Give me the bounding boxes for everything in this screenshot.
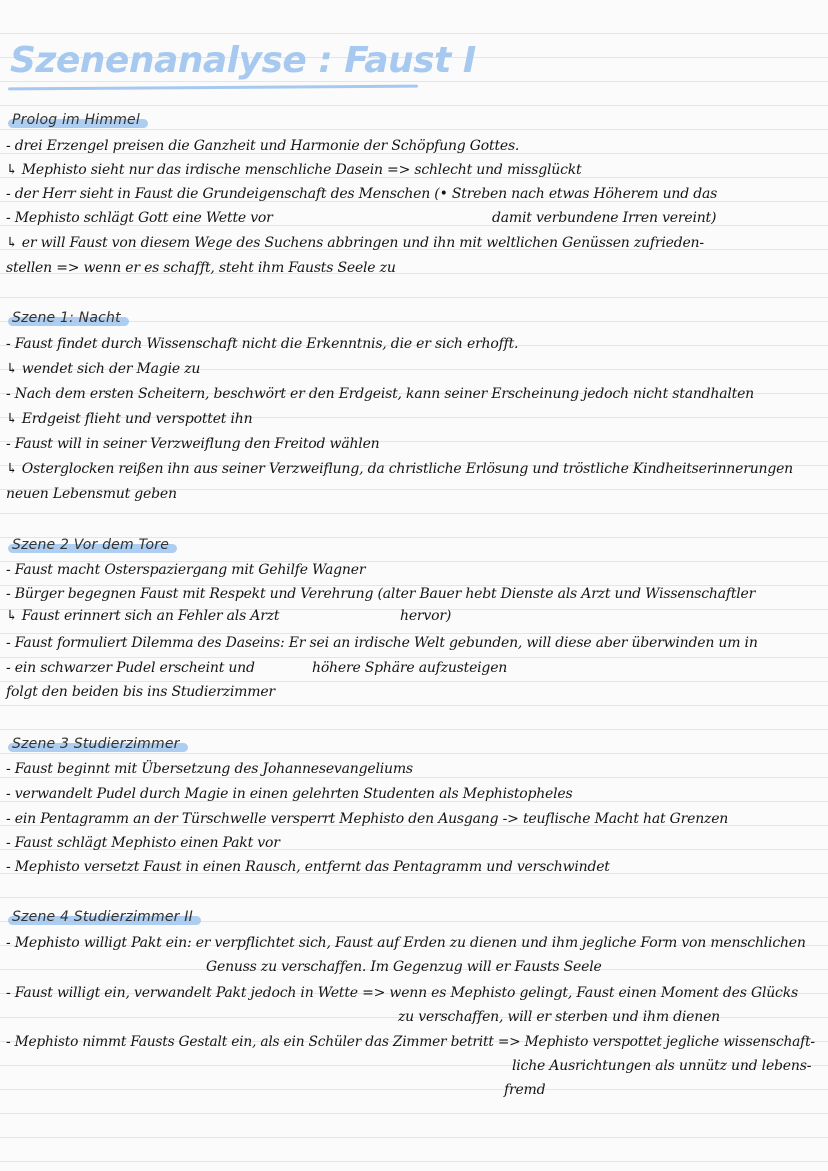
note-line: - verwandelt Pudel durch Magie in einen gelehrten Studenten als Mephistopheles <box>6 786 573 802</box>
note-line: ↳ Osterglocken reißen ihn aus seiner Verzweiflung, da christliche Erlösung und tröstliche Kindheitserinnerungen <box>6 461 793 477</box>
note-line: - der Herr sieht in Faust die Grundeigenschaft des Menschen (• Streben nach etwas Höherem und das <box>6 186 718 202</box>
note-line: - Faust willigt ein, verwandelt Pakt jedoch in Wette => wenn es Mephisto gelingt, Faust einen Moment des Glücks <box>6 985 798 1001</box>
note-line: - Mephisto schlägt Gott eine Wette vor <box>6 210 273 226</box>
note-line: ↳ Faust erinnert sich an Fehler als Arzt <box>6 608 280 624</box>
note-line: - Bürger begegnen Faust mit Respekt und Verehrung (alter Bauer hebt Dienste als Arzt und Wissenschaftler <box>6 586 756 602</box>
section-heading-nacht: Szene 1: Nacht <box>8 310 129 326</box>
note-line: neuen Lebensmut geben <box>6 486 177 502</box>
section-heading-prolog: Prolog im Himmel <box>8 112 148 128</box>
note-line: Genuss zu verschaffen. Im Gegenzug will er Fausts Seele <box>206 959 602 975</box>
note-line: - Faust will in seiner Verzweiflung den Freitod wählen <box>6 436 380 452</box>
section-heading-vor-dem-tore: Szene 2 Vor dem Tore <box>8 537 177 553</box>
note-line: - Faust findet durch Wissenschaft nicht die Erkenntnis, die er sich erhofft. <box>6 336 519 352</box>
section-heading-studierzimmer-ii: Szene 4 Studierzimmer II <box>8 909 201 925</box>
note-line: ↳ er will Faust von diesem Wege des Suchens abbringen und ihn mit weltlichen Genüssen zufrieden- <box>6 235 704 251</box>
note-line: - Mephisto versetzt Faust in einen Rausch, entfernt das Pentagramm und verschwindet <box>6 859 610 875</box>
note-line: - ein schwarzer Pudel erscheint und <box>6 660 255 676</box>
note-line: ↳ Erdgeist flieht und verspottet ihn <box>6 411 253 427</box>
page-title: Szenenanalyse : Faust I <box>10 40 476 81</box>
note-line: zu verschaffen, will er sterben und ihm dienen <box>398 1009 720 1025</box>
note-line: ↳ wendet sich der Magie zu <box>6 361 201 377</box>
note-line: - Faust macht Osterspaziergang mit Gehilfe Wagner <box>6 562 366 578</box>
note-line: damit verbundene Irren vereint) <box>492 210 717 226</box>
note-line: - ein Pentagramm an der Türschwelle versperrt Mephisto den Ausgang -> teuflische Macht hat Grenzen <box>6 811 729 827</box>
note-line: folgt den beiden bis ins Studierzimmer <box>6 684 275 700</box>
note-line: - Mephisto nimmt Fausts Gestalt ein, als ein Schüler das Zimmer betritt => Mephisto verspottet jegliche wissenschaft- <box>6 1034 815 1050</box>
note-line: - Faust beginnt mit Übersetzung des Johannesevangeliums <box>6 761 413 777</box>
note-line: - drei Erzengel preisen die Ganzheit und Harmonie der Schöpfung Gottes. <box>6 138 520 154</box>
note-line: - Faust schlägt Mephisto einen Pakt vor <box>6 835 280 851</box>
note-line: - Nach dem ersten Scheitern, beschwört er den Erdgeist, kann seiner Erscheinung jedoch nicht standhalten <box>6 386 754 402</box>
note-line: höhere Sphäre aufzusteigen <box>312 660 508 676</box>
note-line: hervor) <box>400 608 452 624</box>
note-line: ↳ Mephisto sieht nur das irdische menschliche Dasein => schlecht und missglückt <box>6 162 582 178</box>
note-line: - Faust formuliert Dilemma des Daseins: Er sei an irdische Welt gebunden, will diese aber überwinden um in <box>6 635 758 651</box>
note-line: stellen => wenn er es schafft, steht ihm Fausts Seele zu <box>6 260 396 276</box>
note-line: - Mephisto willigt Pakt ein: er verpflichtet sich, Faust auf Erden zu dienen und ihm jegliche Form von menschlichen <box>6 935 806 951</box>
title-underline <box>8 85 418 91</box>
section-heading-studierzimmer: Szene 3 Studierzimmer <box>8 736 188 752</box>
note-line: fremd <box>504 1082 546 1098</box>
note-line: liche Ausrichtungen als unnütz und lebens- <box>512 1058 812 1074</box>
